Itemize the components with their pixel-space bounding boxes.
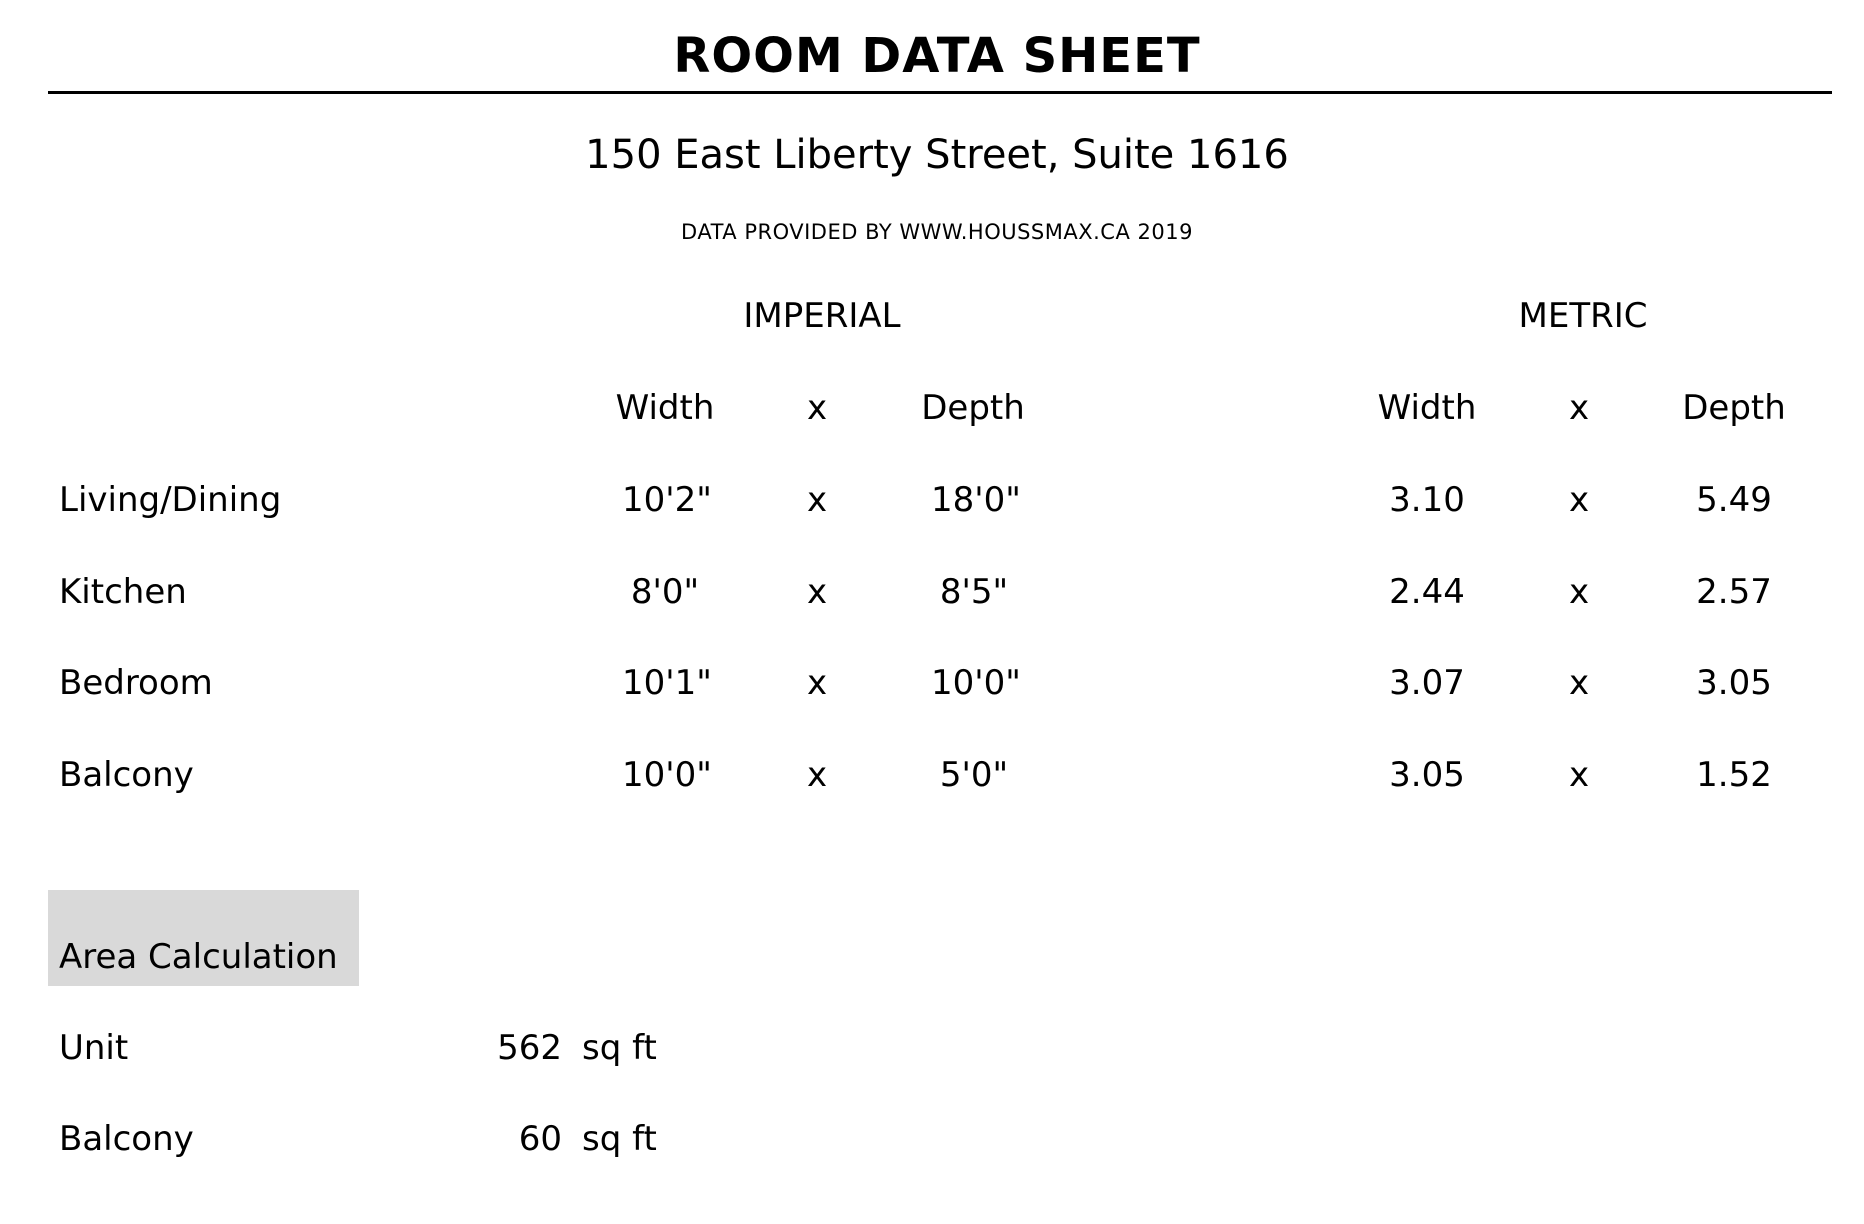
imperial-depth-value: 8'5" <box>939 572 1009 612</box>
metric-width-value: 3.07 <box>1389 663 1465 703</box>
imperial-x-header: x <box>806 388 828 428</box>
metric-width-value: 2.44 <box>1389 572 1465 612</box>
times-symbol: x <box>806 572 828 612</box>
page-title: ROOM DATA SHEET <box>673 28 1201 84</box>
imperial-depth-header: Depth <box>921 388 1025 428</box>
metric-depth-value: 3.05 <box>1696 663 1772 703</box>
imperial-depth-value: 10'0" <box>931 663 1021 703</box>
metric-width-value: 3.10 <box>1389 480 1465 520</box>
metric-header: METRIC <box>1518 296 1648 336</box>
imperial-depth-value: 5'0" <box>939 755 1009 795</box>
area-calculation-title: Area Calculation <box>59 937 338 977</box>
metric-depth-value: 5.49 <box>1696 480 1772 520</box>
imperial-depth-value: 18'0" <box>931 480 1021 520</box>
times-symbol: x <box>806 755 828 795</box>
times-symbol: x <box>1568 663 1590 703</box>
area-unit: sq ft <box>582 1028 657 1068</box>
metric-depth-value: 2.57 <box>1696 572 1772 612</box>
imperial-width-value: 10'1" <box>622 663 712 703</box>
times-symbol: x <box>1568 480 1590 520</box>
title-divider <box>48 91 1832 94</box>
metric-depth-header: Depth <box>1682 388 1786 428</box>
imperial-header: IMPERIAL <box>743 296 901 336</box>
room-name: Kitchen <box>59 572 187 612</box>
property-address: 150 East Liberty Street, Suite 1616 <box>585 132 1289 178</box>
imperial-width-value: 10'0" <box>622 755 712 795</box>
times-symbol: x <box>806 663 828 703</box>
times-symbol: x <box>806 480 828 520</box>
metric-depth-value: 1.52 <box>1696 755 1772 795</box>
area-unit: sq ft <box>582 1119 657 1159</box>
imperial-width-header: Width <box>615 388 715 428</box>
metric-width-value: 3.05 <box>1389 755 1465 795</box>
room-name: Bedroom <box>59 663 213 703</box>
area-value: 562 <box>497 1028 562 1068</box>
area-label: Balcony <box>59 1119 194 1159</box>
times-symbol: x <box>1568 755 1590 795</box>
data-provider-note: DATA PROVIDED BY WWW.HOUSSMAX.CA 2019 <box>681 220 1193 244</box>
imperial-width-value: 10'2" <box>622 480 712 520</box>
area-label: Unit <box>59 1028 129 1068</box>
metric-x-header: x <box>1568 388 1590 428</box>
area-value: 60 <box>518 1119 562 1159</box>
room-name: Balcony <box>59 755 194 795</box>
metric-width-header: Width <box>1377 388 1477 428</box>
room-name: Living/Dining <box>59 480 282 520</box>
times-symbol: x <box>1568 572 1590 612</box>
imperial-width-value: 8'0" <box>630 572 700 612</box>
